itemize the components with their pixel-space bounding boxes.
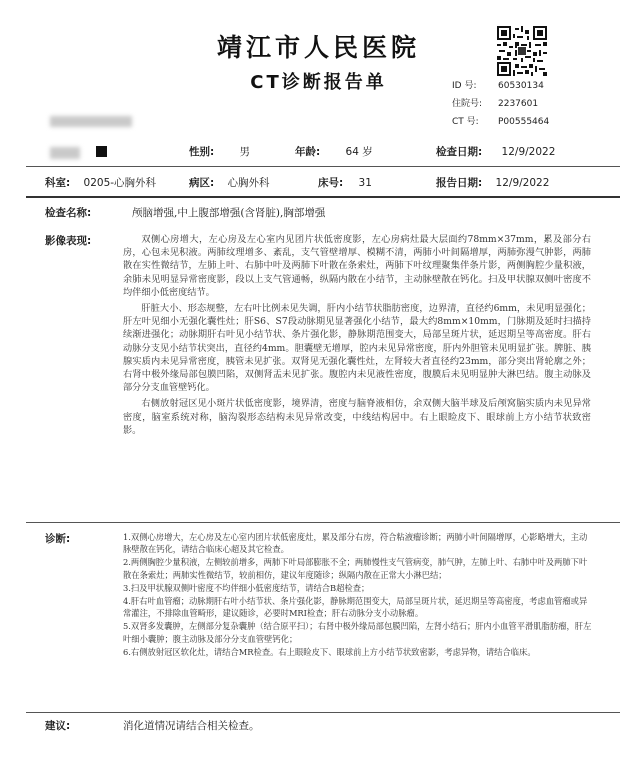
redaction-block xyxy=(96,146,107,157)
diagnosis-list xyxy=(123,531,593,659)
redacted-name-2 xyxy=(50,147,80,159)
report-date-value: 12/9/2022 xyxy=(495,177,550,189)
dept-label: 科室: xyxy=(45,177,71,189)
inpatient-value: 2237601 xyxy=(498,99,539,109)
findings-paragraph-abdomen: 肝脏大小、形态规整，左右叶比例未见失调，肝内小结节状脂肪密度，边界清，直径约6mm，未见明显强化；肝左叶见细小无强化囊性灶；肝S6、S7段动脉期见显著强化小结节，最大约8mm×10mm，门脉期及延时扫描持续渐进强化；动脉期肝右叶见小结节状、条片强化影，静脉期范围变大，局部呈斑片状，延迟期呈等高密度。肝右动脉分支见小结节状突出，直径约4mm。胆囊壁无增厚，腔内未见异常密度，肝内外胆管未见明显扩张。脾脏、胰腺实质内未见异常密度，胰管未见扩张。双肾见无强化囊性灶，左肾较大者直径约23mm，部分突出肾轮廓之外；右肾中极外缘局部包膜凹陷，双侧肾盂未见扩张。腹腔内未见液性密度，腹膜后未见明显肿大淋巴结。腹主动脉及部分分支血管壁钙化。 xyxy=(123,303,591,394)
hospital-name: 靖江市人民医院 xyxy=(216,33,420,62)
ward-value: 心胸外科 xyxy=(227,177,270,189)
age-value: 64 岁 xyxy=(345,146,373,158)
id-label: ID 号: xyxy=(452,81,477,91)
ct-label: CT 号: xyxy=(452,117,479,127)
divider-thick xyxy=(26,196,620,198)
dept-value: 0205-心胸外科 xyxy=(83,177,157,189)
age-field xyxy=(295,144,373,159)
gender-field xyxy=(189,144,250,159)
report-date-field xyxy=(436,175,549,190)
findings-paragraph-heart-lung: 双侧心房增大，左心房及左心室内见团片状低密度影，左心房病灶最大层面约78mm×37mm，累及部分右房，心包未见积液。两肺纹理增多、紊乱，支气管壁增厚、模糊不清，两肺小叶间隔增厚，两肺弥漫气肿影，两肺散在实性微结节，左肺上叶、右肺中叶及两肺下叶散在条索灶，两肺下叶纹理聚集伴条片影，两侧胸腔少量积液，余肺未见明显异常密度影，段以上支气管通畅，纵隔内散在小结节，主动脉壁散在钙化。扫及甲状腺双侧叶密度不均伴细小低密度结节。 xyxy=(123,234,591,298)
age-label: 年龄: xyxy=(295,146,321,158)
exam-label: 检查名称: xyxy=(45,207,92,219)
diagnosis-item: 5.双肾多发囊肿，左侧部分复杂囊肿（结合原平扫）；右肾中极外缘局部包膜凹陷，左肾小结石；肝内小血管平滑肌脂肪瘤，肝左叶细小囊肿；腹主动脉及部分分支血管壁钙化； xyxy=(123,621,592,644)
ct-value: P00555464 xyxy=(498,117,550,127)
suggestion-label: 建议: xyxy=(45,720,71,732)
dept-field xyxy=(45,175,156,190)
suggestion-value: 消化道情况请结合相关检查。 xyxy=(123,720,260,732)
bed-value: 31 xyxy=(358,177,372,189)
ward-label: 病区: xyxy=(189,177,215,189)
bed-field xyxy=(318,175,372,190)
bed-label: 床号: xyxy=(318,177,344,189)
diagnosis-item: 6.右侧放射冠区软化灶，请结合MR检查。右上眼睑皮下、眼球前上方小结节状致密影，考虑异物，请结合临床。 xyxy=(123,646,536,657)
findings-text xyxy=(123,233,591,440)
diagnosis-item: 2.两侧胸腔少量积液，左侧较前增多，两肺下叶局部膨胀不全；两肺慢性支气管病变，肺气肿，左肺上叶、右肺中叶及两肺下叶散在条索灶；两肺实性微结节，较前相仿，建议年度随诊；纵隔内散在正常大小淋巴结； xyxy=(123,557,588,580)
diagnosis-item: 4.肝右叶血管瘤；动脉期肝右叶小结节状、条片强化影，静脉期范围变大，局部呈斑片状，延迟期呈等高密度，考虑血管瘤或异常灌注，不排除血管畸形，建议随诊，必要时MRI检查；肝右动脉分支小动脉瘤。 xyxy=(123,596,588,619)
divider xyxy=(26,712,620,713)
gender-label: 性别: xyxy=(189,146,215,158)
redacted-name xyxy=(50,116,132,127)
ward-field xyxy=(189,175,270,190)
id-block xyxy=(452,77,549,131)
report-title: CT诊断报告单 xyxy=(250,72,387,93)
exam-date-field xyxy=(436,144,555,159)
divider xyxy=(26,522,620,523)
exam-date-value: 12/9/2022 xyxy=(501,146,556,158)
diagnosis-label: 诊断: xyxy=(45,533,71,545)
id-value: 60530134 xyxy=(498,81,544,91)
qr-code-icon xyxy=(497,26,547,76)
exam-value: 颅脑增强,中上腹部增强(含肾脏),胸部增强 xyxy=(132,207,326,219)
divider xyxy=(26,166,620,167)
exam-date-label: 检查日期: xyxy=(436,146,483,158)
inpatient-label: 住院号: xyxy=(452,99,483,109)
diagnosis-item: 3.扫及甲状腺双侧叶密度不均伴细小低密度结节，请结合B超检查； xyxy=(123,582,370,593)
gender-value: 男 xyxy=(239,146,251,158)
report-date-label: 报告日期: xyxy=(436,177,483,189)
diagnosis-item: 1.双侧心房增大，左心房及左心室内团片状低密度灶，累及部分右房，符合粘液瘤诊断；两肺小叶间隔增厚，心影略增大，主动脉壁散在钙化，请结合临床心超及其它检查。 xyxy=(123,532,588,555)
findings-label: 影像表现: xyxy=(45,235,92,247)
findings-paragraph-brain: 右侧放射冠区见小斑片状低密度影，境界清，密度与脑脊液相仿，余双侧大脑半球及后颅窝脑实质内未见异常密度，脑室系统对称，脑沟裂形态结构未见异常改变，中线结构居中。右上眼睑皮下、眼球前上方小结节状致密影。 xyxy=(123,398,591,436)
